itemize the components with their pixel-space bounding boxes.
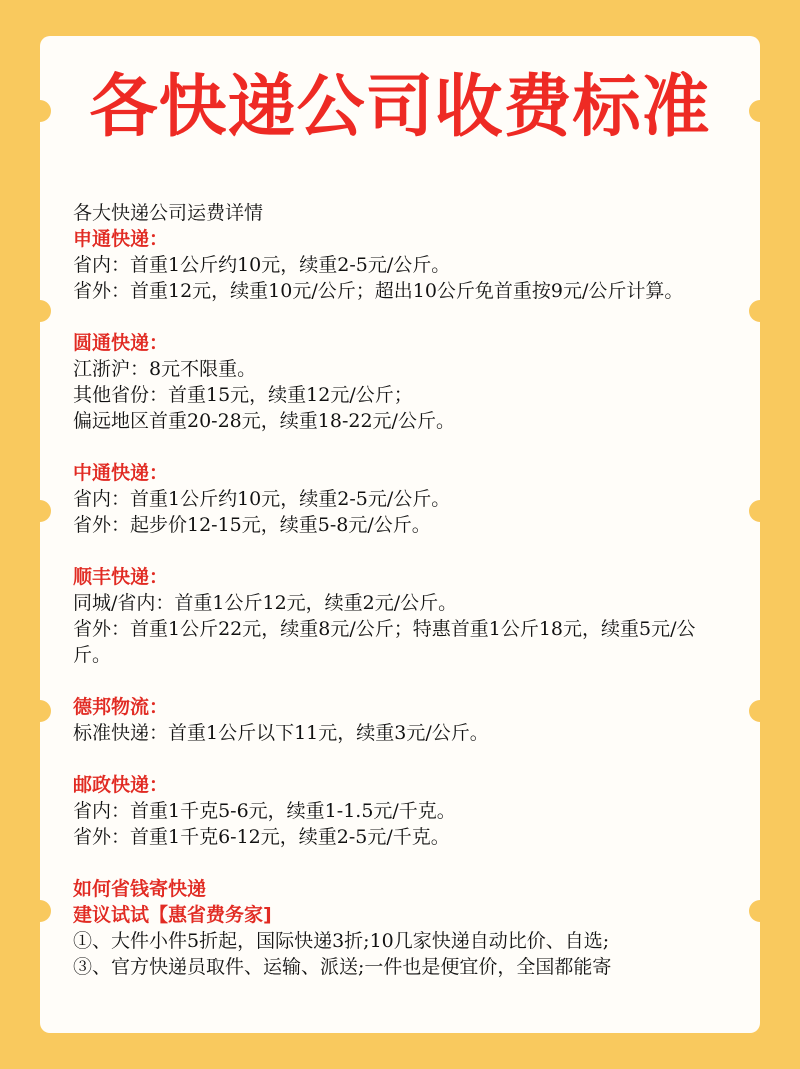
section-heading: 圆通快递： xyxy=(73,332,169,354)
section-yuantong xyxy=(73,330,728,434)
section-heading: 邮政快递： xyxy=(73,774,169,796)
tips-item: ①、大件小件5折起，国际快递3折;10几家快递自动比价、自选; xyxy=(73,930,610,952)
section-shentong xyxy=(73,226,728,304)
section-line: 省内：首重1公斤约10元，续重2-5元/公斤。 xyxy=(73,254,451,276)
section-line: 江浙沪：8元不限重。 xyxy=(73,358,257,380)
section-line: 标准快递：首重1公斤以下11元，续重3元/公斤。 xyxy=(73,722,489,744)
section-line: 省内：首重1千克5-6元，续重1-1.5元/千克。 xyxy=(73,800,456,822)
section-debang xyxy=(73,694,728,746)
section-heading: 申通快递： xyxy=(73,228,169,250)
section-shunfeng xyxy=(73,564,728,668)
section-line: 同城/省内：首重1公斤12元，续重2元/公斤。 xyxy=(73,592,458,614)
tips-heading: 如何省钱寄快递 xyxy=(73,878,207,900)
section-heading: 中通快递： xyxy=(73,462,169,484)
section-line: 省外：首重1千克6-12元，续重2-5元/千克。 xyxy=(73,826,450,848)
tips-section xyxy=(73,876,728,980)
section-line: 省内：首重1公斤约10元，续重2-5元/公斤。 xyxy=(73,488,451,510)
page-title: 各快递公司收费标准 xyxy=(89,68,711,147)
subtitle: 各大快递公司运费详情 xyxy=(73,202,264,224)
section-line: 省外：起步价12-15元，续重5-8元/公斤。 xyxy=(73,514,431,536)
tips-recommend: 建议试试【惠省费务家] xyxy=(73,904,272,926)
section-line: 其他省份：首重15元，续重12元/公斤； xyxy=(73,384,413,406)
section-heading: 顺丰快递： xyxy=(73,566,169,588)
section-line: 省外：首重1公斤22元，续重8元/公斤；特惠首重1公斤18元，续重5元/公斤。 xyxy=(73,618,696,666)
section-youzheng xyxy=(73,772,728,850)
content-body xyxy=(73,200,728,980)
tips-item: ③、官方快递员取件、运输、派送;一件也是便宜价，全国都能寄 xyxy=(73,956,612,978)
section-line: 偏远地区首重20-28元，续重18-22元/公斤。 xyxy=(73,410,455,432)
section-heading: 德邦物流： xyxy=(73,696,169,718)
section-zhongtong xyxy=(73,460,728,538)
section-line: 省外：首重12元，续重10元/公斤；超出10公斤免首重按9元/公斤计算。 xyxy=(73,280,684,302)
